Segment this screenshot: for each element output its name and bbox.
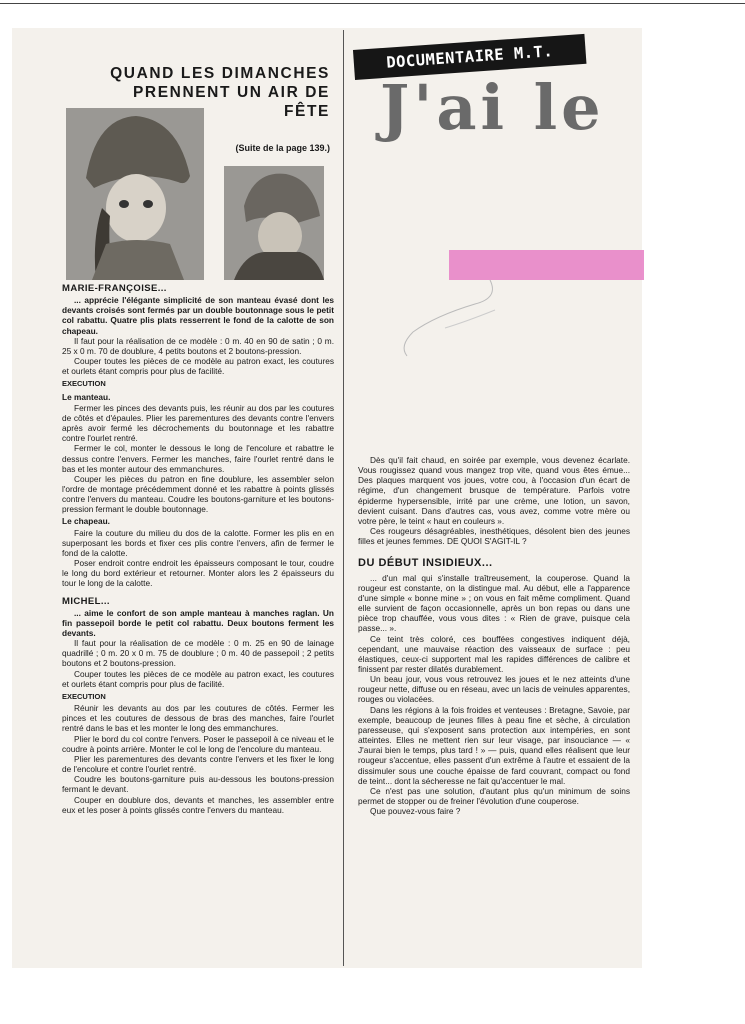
doll-photo-michel [224,166,324,280]
paragraph: Fermer les pinces des devants puis, les réunir au dos par les coutures de côtés et d'épaules. Plier les parementures des devants contre l'envers après avoir fermé les décrochements du boutonnage et les rabattre contre l'ourlet rentré. [62,402,334,444]
section-heading-debut: DU DÉBUT INSIDIEUX... [358,557,493,570]
continuation-note: (Suite de la page 139.) [235,143,330,153]
paragraph: Réunir les devants au dos par les coutures de côtés. Fermer les pinces et les coutures de dessous de bras des manches, faire l'ourlet rentré dans le bas et les monter le long des emmanchures. [62,703,334,734]
paragraph: Ce teint très coloré, ces bouffées congestives indiquent déjà, cependant, une mauvaise réaction des vaisseaux de surface : peu élastiques, ceux-ci supportent mal les rapides différences de calibre et finissent par rester dilatés durablement. [358,633,630,674]
paragraph: Un beau jour, vous vous retrouvez les joues et le nez atteints d'une rougeur nette, diffuse ou en réseau, avec un lacis de veinules apparentes, rouges ou violacées. [358,674,630,705]
paragraph: Poser endroit contre endroit les épaisseurs composant le tour, coudre le long du bord extérieur et retourner. Monter alors les 2 épaisseurs du tour le long de la calotte. [62,558,334,589]
paragraph: Il faut pour la réalisation de ce modèle : 0 m. 40 en 90 de satin ; 0 m. 25 x 0 m. 70 de doublure, 4 petits boutons et 2 boutons-pression. [62,335,334,356]
paragraph: Dès qu'il fait chaud, en soirée par exemple, vous devenez écarlate. Vous rougissez quand vous mangez trop vite, quand vous êtes émue... Des plaques marquent vos joues, votre cou, à l'occasion d'un écart de régime, d'un changement brusque de température. Parfois votre épiderme hypersensible, irrité par une crème, une lotion, un savon, devient cuisant. Dans d'autres cas, vous avez, comme votre mère ou votre père, le teint « haut en couleurs ». [358,455,630,526]
column-divider [343,30,344,966]
paragraph: Que pouvez-vous faire ? [370,806,461,817]
paragraph: Ce n'est pas une solution, d'autant plus qu'un minimum de soins permet de stopper ou de freiner l'évolution d'une couperose. [358,785,630,806]
execution-heading: EXECUTION [62,691,106,701]
section-heading-marie-francoise: MARIE-FRANÇOISE... [62,283,167,294]
paragraph: Couper toutes les pièces de ce modèle au patron exact, les coutures et ourlets étant compris pour plus de facilité. [62,668,334,689]
paragraph: Dans les régions à la fois froides et venteuses : Bretagne, Savoie, par exemple, beaucoup de jeunes filles à peau fine et sèche, à circulation paresseuse, qui s'exposent sans protection aux intempéries, en sont atteintes. Elles ne mettent rien sur leur visage, par insouciance — « J'aurai bien le temps, plus tard ! » — puis, quand elles réalisent que leur rougeur s'accentue, elles passent d'un extrême à l'autre et essaient de la dissimuler sous une couche épaisse de fard couvrant, compact ou fond de teint... dont la sécheresse ne fait qu'accentuer le mal. [358,704,630,786]
article-title: QUAND LES DIMANCHES PRENNENT UN AIR DE FÊTE [110,65,330,120]
left-column-text [62,281,334,815]
subheading-manteau: Le manteau. [62,391,111,402]
paragraph: Couper en doublure dos, devants et manches, les assembler entre eux et les poser à points glissés contre l'envers du manteau. [62,794,334,815]
execution-heading: EXECUTION [62,379,106,389]
paragraph: Il faut pour la réalisation de ce modèle : 0 m. 25 en 90 de lainage quadrillé ; 0 m. 20 x 0 m. 75 de doublure ; 0 m. 40 de passepoil ; 2 petits boutons et 2 boutons-pression. [62,638,334,669]
paragraph: Plier le bord du col contre l'envers. Poser le passepoil à ce niveau et le coudre à points arrière. Monter le col le long de l'encolure du manteau. [62,733,334,754]
paragraph: ... d'un mal qui s'installe traîtreusement, la couperose. Quand la rougeur est constante, on la distingue mal. Au début, elle a l'apparence d'une simple « bonne mine » ; on vous en fait même compliment. Quand elle survient de façon occasionnelle, après un bon repas ou dans une pièce trop chauffée, vous vous dites : « Rien de grave, puisque cela passe... ». [358,572,630,634]
scan-edge-line [0,3,745,4]
right-column-text [358,455,630,816]
paragraph: Couper toutes les pièces de ce modèle au patron exact, les coutures et ourlets étant compris pour plus de facilité. [62,356,334,377]
paragraph: Coudre les boutons-garniture puis au-dessous les boutons-pression fermant le devant. [62,774,334,795]
paragraph: Couper les pièces du patron en fine doublure, les assembler selon l'ordre de montage précédemment donné et les rabattre à points glissés contre l'envers du manteau. Coudre les boutons-garniture et les boutons-pression fermant le double boutonnage. [62,473,334,515]
paragraph: Plier les parementures des devants contre l'envers et les fixer le long de l'encolure et contre l'ourlet rentré. [62,753,334,775]
subheading-chapeau: Le chapeau. [62,516,110,527]
paragraph: ... aime le confort de son ample manteau à manches raglan. Un fin passepoil borde le petit col rabattu. Deux boutons ferment les devants. [62,607,334,638]
section-banner: DOCUMENTAIRE M.T. [353,34,587,80]
sketch-lines [395,270,515,360]
article-headline: J'ai le [380,71,605,144]
doll-photo-marie-francoise [66,108,204,280]
paragraph: ... apprécie l'élégante simplicité de son manteau évasé dont les devants croisés sont fermés par un double boutonnage sous le petit col rabattu. Quatre plis plats resserrent le fond de la calotte de son chapeau. [62,295,334,336]
paragraph: Ces rougeurs désagréables, inesthétiques, désolent bien des jeunes filles et jeunes femmes. DE QUOI S'AGIT-IL ? [358,526,630,547]
section-heading-michel: MICHEL... [62,595,110,607]
paragraph: Fermer le col, monter le dessous le long de l'encolure et rabattre le dessus contre l'envers. Fermer les manches, faire l'ourlet rentré dans le bas et les monter autour des emmanchures. [62,443,334,474]
paragraph: Faire la couture du milieu du dos de la calotte. Former les plis en en superposant les bords et fixer ces plis contre l'envers, afin de fermer le fond de la calotte. [62,527,334,558]
